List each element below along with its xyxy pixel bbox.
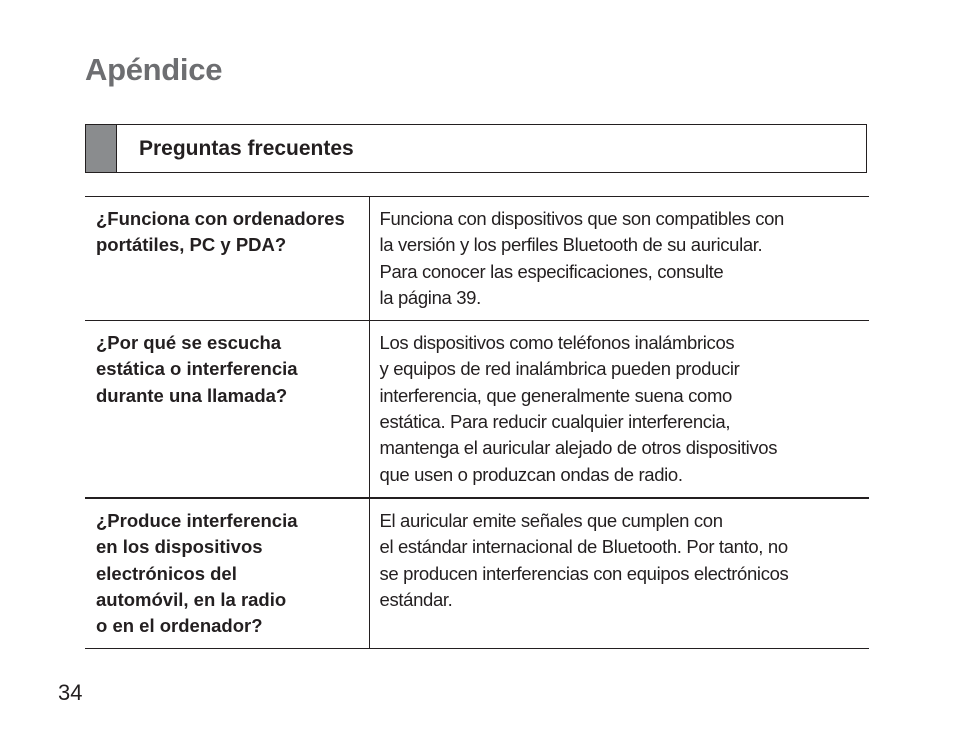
question-line: ¿Por qué se escucha [96, 332, 282, 354]
question-line: automóvil, en la radio [96, 588, 287, 610]
faq-question-1 [85, 197, 369, 321]
section-header [85, 124, 867, 173]
faq-row-3 [85, 498, 869, 649]
question-line: durante una llamada? [96, 384, 288, 406]
answer-line: estática. Para reducir cualquier interferencia, [379, 411, 731, 433]
answer-line: interferencia, que generalmente suena como [379, 384, 732, 406]
question-line: portátiles, PC y PDA? [96, 234, 287, 256]
answer-line: mantenga el auricular alejado de otros dispositivos [379, 437, 778, 459]
faq-question-3 [85, 498, 369, 649]
question-line: electrónicos del [96, 562, 237, 584]
answer-line: Para conocer las especificaciones, consulte [379, 260, 724, 282]
section-title: Preguntas frecuentes [139, 136, 354, 160]
faq-row-1 [85, 197, 869, 321]
faq-answer-2 [369, 321, 869, 498]
section-marker [86, 125, 117, 172]
answer-line: estándar. [379, 588, 453, 610]
page-title: Apéndice [85, 52, 223, 87]
question-line: ¿Funciona con ordenadores [96, 208, 345, 229]
faq-answer-1 [369, 197, 869, 321]
question-line: o en el ordenador? [96, 615, 263, 637]
answer-line: Funciona con dispositivos que son compatibles con [379, 208, 784, 229]
faq-row-2 [85, 321, 869, 498]
question-line: ¿Produce interferencia [96, 509, 298, 531]
answer-line: y equipos de red inalámbrica pueden producir [379, 358, 740, 380]
page-number: 34 [58, 680, 83, 705]
faq-answer-3 [369, 498, 869, 649]
answer-line: se producen interferencias con equipos electrónicos [379, 562, 789, 584]
answer-line: el estándar internacional de Bluetooth. Por tanto, no [379, 536, 788, 558]
answer-line: que usen o produzcan ondas de radio. [379, 463, 683, 485]
answer-line: El auricular emite señales que cumplen con [379, 509, 723, 531]
faq-table [85, 196, 869, 649]
question-line: en los dispositivos [96, 536, 263, 558]
faq-question-2 [85, 321, 369, 498]
question-line: estática o interferencia [96, 358, 298, 380]
answer-line: la página 39. [379, 286, 481, 308]
answer-line: la versión y los perfiles Bluetooth de su auricular. [379, 234, 763, 256]
answer-line: Los dispositivos como teléfonos inalámbricos [379, 332, 735, 354]
